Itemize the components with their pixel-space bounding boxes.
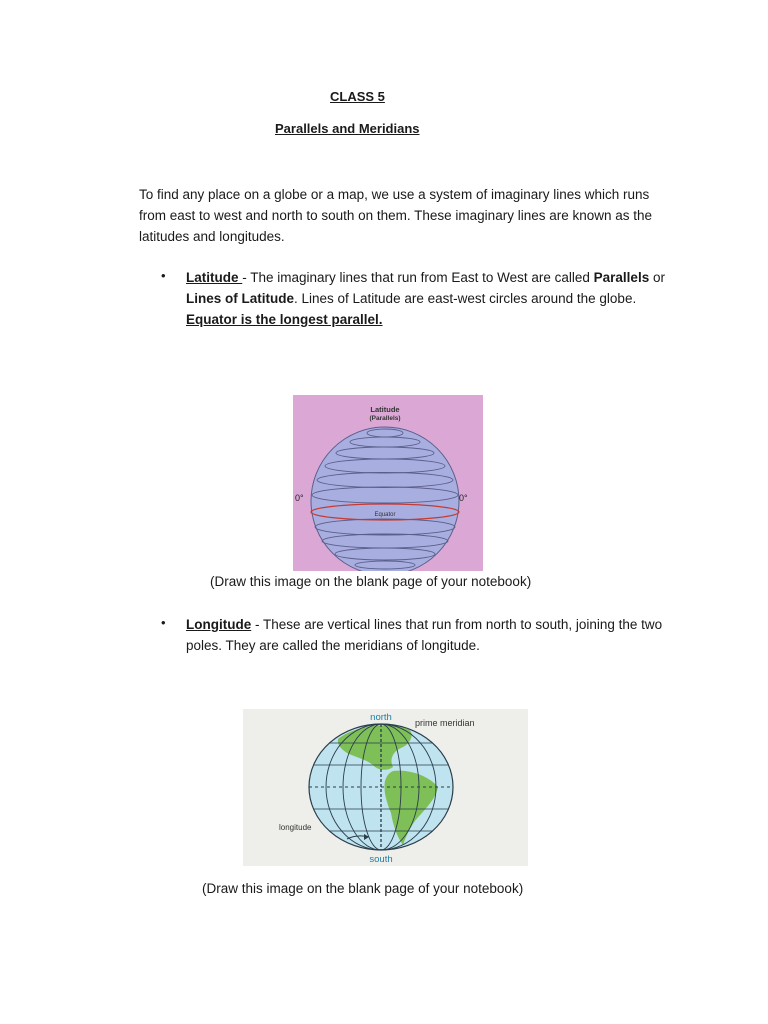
- bullet-point: •: [161, 268, 166, 283]
- equator-note: Equator is the longest parallel.: [186, 312, 383, 327]
- longitude-label: longitude: [279, 823, 312, 832]
- longitude-paragraph: [186, 614, 676, 656]
- latitude-figure-subtitle: (Parallels): [369, 415, 401, 422]
- intro-paragraph: To find any place on a globe or a map, we use a system of imaginary lines which runs from east to west and north to south on them. These imaginary lines are known as the latitudes and longitudes.: [139, 187, 653, 244]
- prime-meridian-label: prime meridian: [415, 718, 475, 728]
- latitude-globe-figure: [293, 395, 483, 571]
- latitude-caption: (Draw this image on the blank page of your notebook): [210, 574, 532, 589]
- degree-right-label: 0°: [459, 493, 468, 503]
- longitude-term: Longitude: [186, 617, 252, 632]
- latitude-globe: [311, 427, 459, 571]
- bullet-point: •: [161, 615, 166, 630]
- latitude-term: Latitude: [186, 270, 243, 285]
- latitude-figure-title: Latitude: [370, 405, 400, 414]
- page-title: Parallels and Meridians: [275, 121, 420, 136]
- lines-of-latitude-term: Lines of Latitude: [186, 291, 294, 306]
- latitude-paragraph: [186, 267, 676, 330]
- south-label: south: [369, 854, 393, 865]
- parallels-term: Parallels: [593, 270, 650, 285]
- latitude-text-c: . Lines of Latitude are east-west circles around the globe.: [294, 291, 637, 306]
- longitude-text: - These are vertical lines that run from north to south, joining the two poles. They are called the meridians of longitude.: [186, 617, 663, 653]
- latitude-text-a: - The imaginary lines that run from East to West are called: [242, 270, 594, 285]
- equator-label: Equator: [374, 512, 396, 518]
- latitude-text-b: or: [649, 270, 665, 285]
- longitude-caption: (Draw this image on the blank page of your notebook): [202, 881, 524, 896]
- degree-left-label: 0°: [295, 493, 304, 503]
- longitude-globe-figure: [243, 709, 528, 866]
- north-label: north: [370, 712, 392, 723]
- class-label: CLASS 5: [330, 89, 385, 104]
